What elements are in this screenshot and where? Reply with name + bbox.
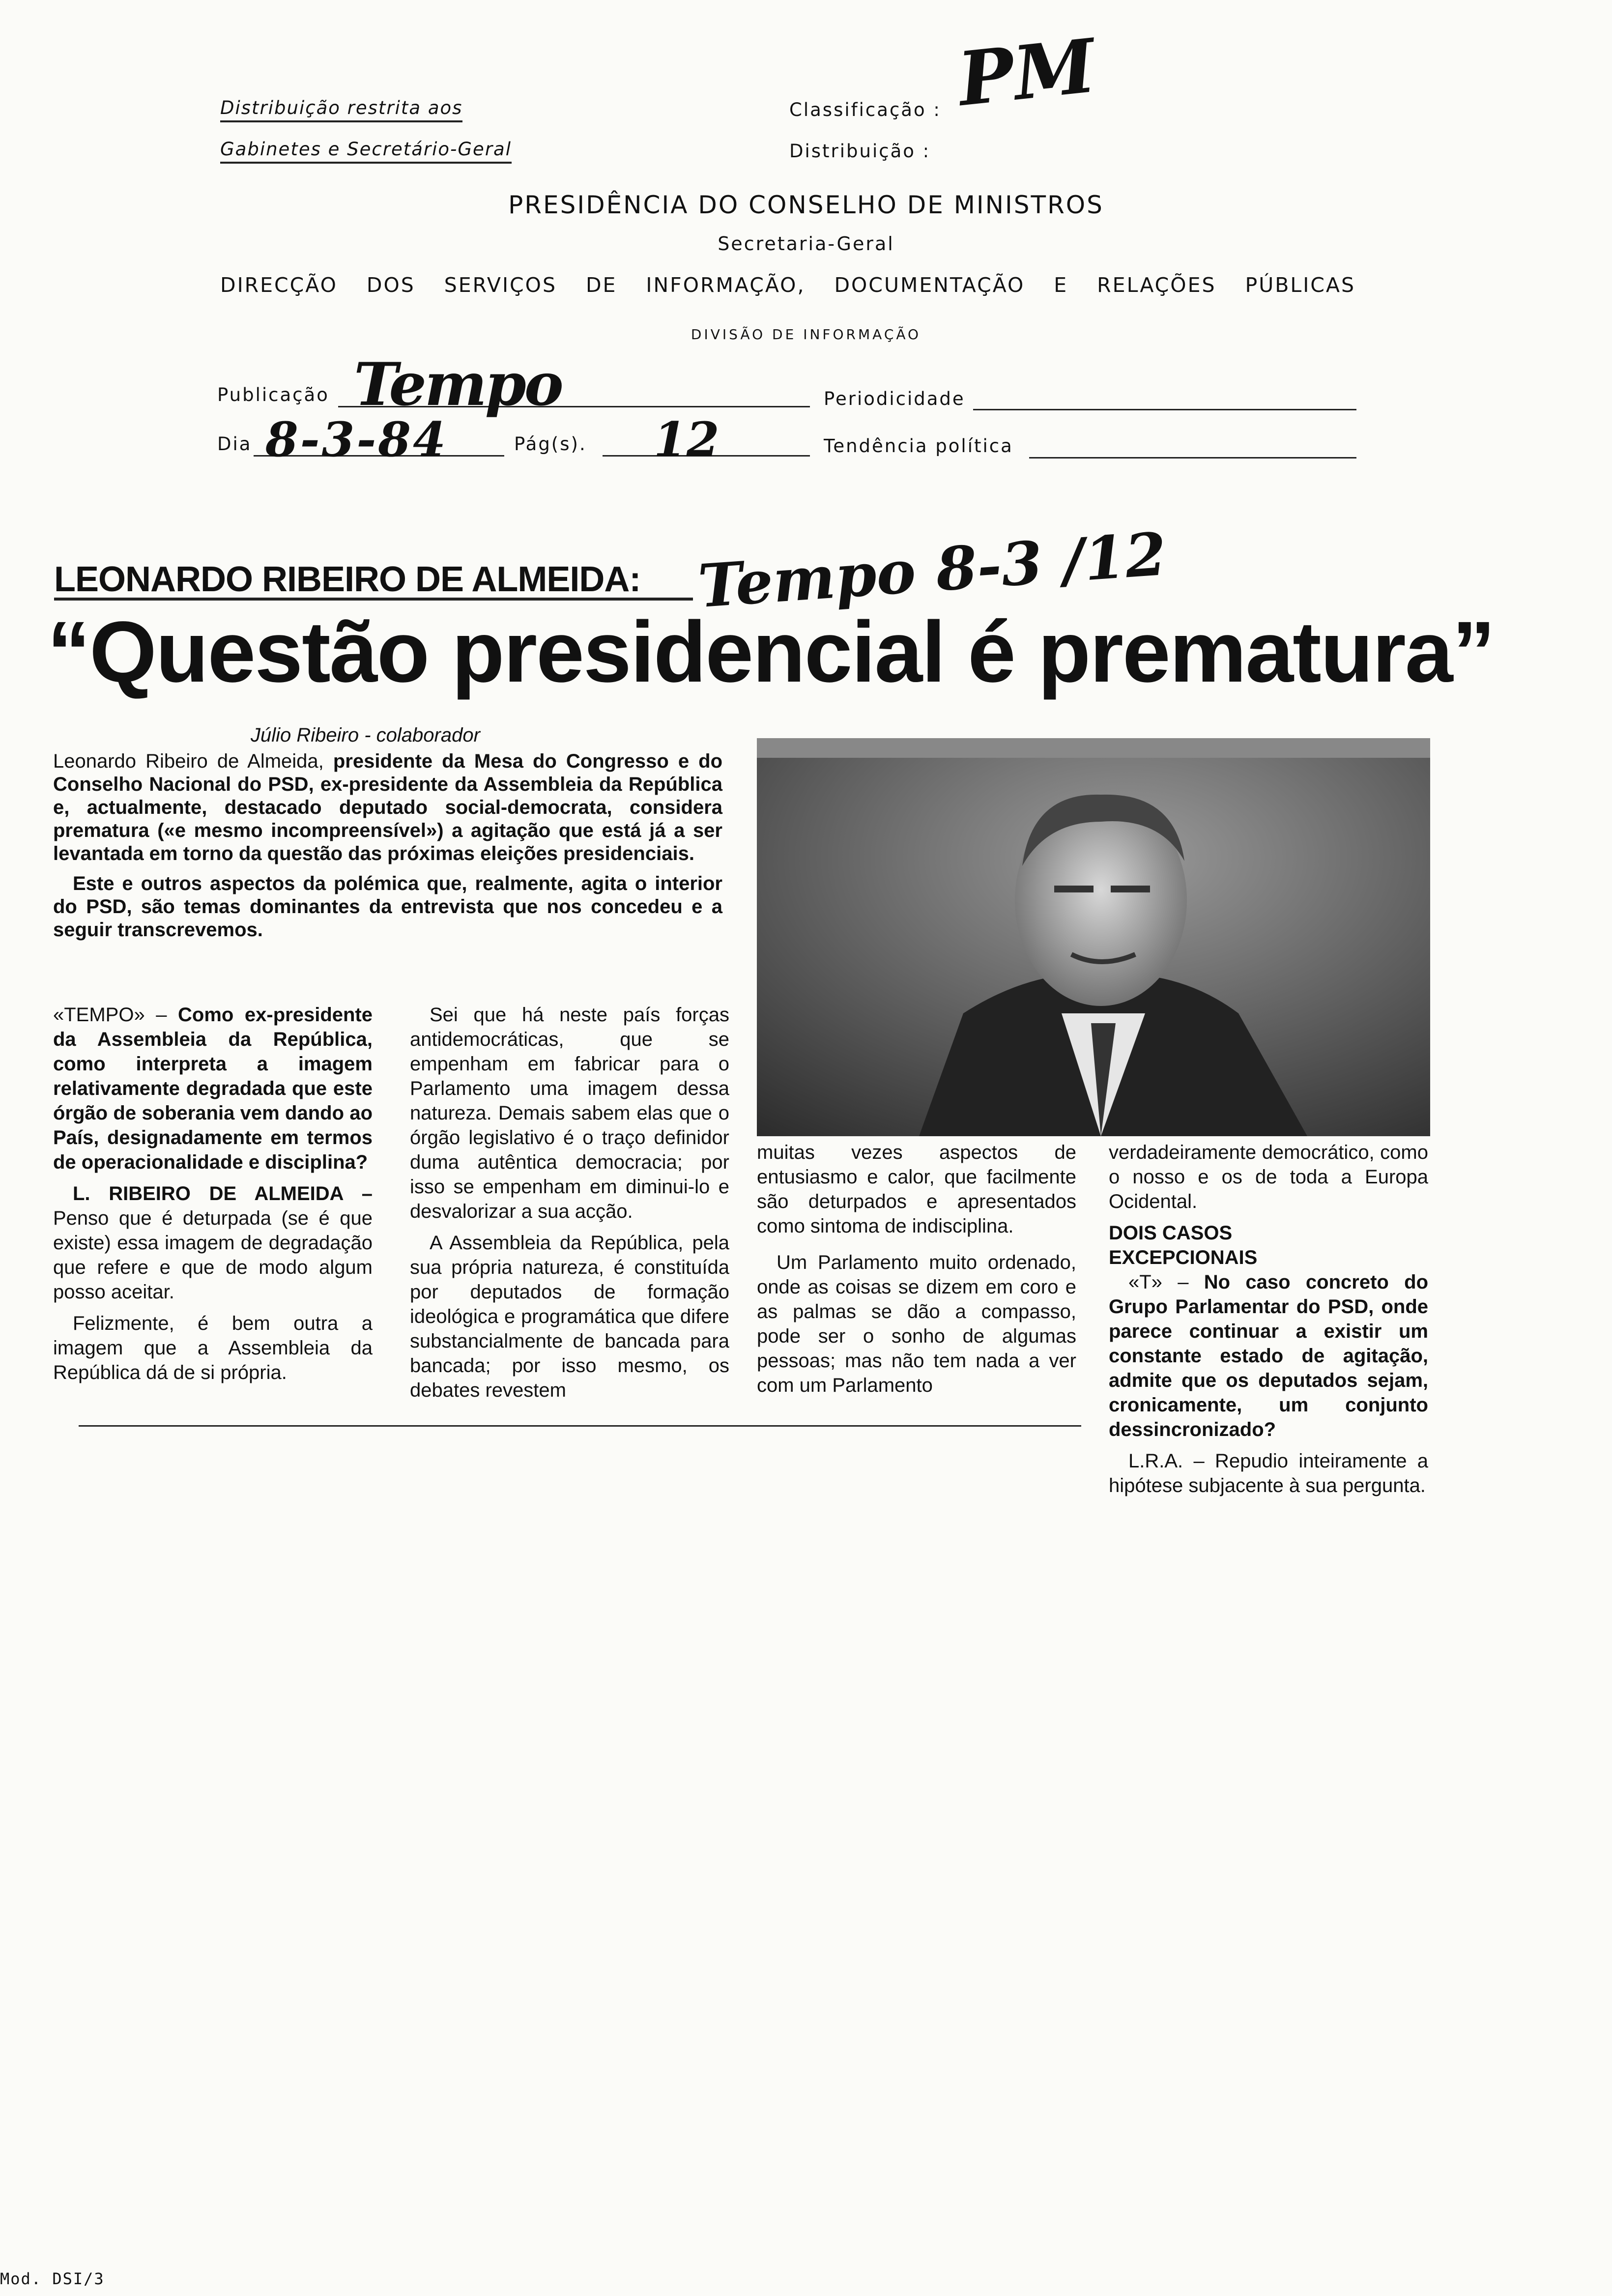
distribution-restricted-line2: Gabinetes e Secretário-Geral xyxy=(220,139,512,164)
day-value: 8-3-84 xyxy=(265,412,448,467)
column-4 xyxy=(1109,1140,1428,1505)
column-3 xyxy=(757,1140,1076,1405)
handwritten-archive-note: Tempo 8-3 /12 xyxy=(696,519,1169,622)
kicker-underline xyxy=(54,598,693,601)
lead-paragraph-1: Leonardo Ribeiro de Almeida, presidente da Mesa do Congresso e do Conselho Nacional do PSD, ex-presidente da Assembleia da República e, actualmente, destacado deputado social-democrata, considera prematura («e mesmo incompreensível») a agitação que está já a ser levantada em torno da questão das próximas eleições presidenciais. xyxy=(53,750,723,864)
answer-2: L.R.A. – Repudio inteiramente a hipótese subjacente à sua pergunta. xyxy=(1109,1450,1428,1496)
classification-label: Classificação : xyxy=(789,99,941,120)
periodicity-line xyxy=(973,409,1356,410)
pages-label: Pág(s). xyxy=(514,433,587,455)
publication-value: Tempo xyxy=(354,350,562,419)
pages-value: 12 xyxy=(654,412,720,467)
question-1: «TEMPO» – Como ex-presidente da Assembleia da República, como interpreta a imagem relativamente degradada que este órgão de soberania vem dando ao País, designadamente em termos de operacionalidade e disciplina? xyxy=(53,1004,373,1173)
distribution-label: Distribuição : xyxy=(789,141,931,162)
column-2 xyxy=(410,1003,729,1409)
directorate: DIRECÇÃO DOS SERVIÇOS DE INFORMAÇÃO, DOCUMENTAÇÃO E RELAÇÕES PÚBLICAS xyxy=(220,273,1355,297)
portrait-photo xyxy=(757,738,1430,1136)
column-2-paragraph-2: A Assembleia da República, pela sua própria natureza, é constituída por deputados de formação ideológica e programática que difere substancialmente de bancada para bancada; por isso mesmo, os debates revestem xyxy=(410,1232,729,1401)
day-label: Dia xyxy=(217,433,252,455)
subheading-dois-casos: DOIS CASOS EXCEPCIONAIS xyxy=(1109,1222,1258,1268)
org-title: PRESIDÊNCIA DO CONSELHO DE MINISTROS xyxy=(508,191,1104,219)
classification-handwritten: PM xyxy=(954,22,1100,123)
periodicity-label: Periodicidade xyxy=(824,388,965,409)
column-3-paragraph-2: Um Parlamento muito ordenado, onde as coisas se dizem em coro e as palmas se dão a compasso, pode ser o sonho de algumas pessoas; mas não tem nada a ver com um Parlamento xyxy=(757,1252,1076,1396)
article-kicker: LEONARDO RIBEIRO DE ALMEIDA: xyxy=(54,560,641,599)
publication-label: Publicação xyxy=(217,384,329,405)
form-code: Mod. DSI/3 xyxy=(0,2269,105,2288)
lead-paragraph xyxy=(53,750,722,948)
article-bottom-rule xyxy=(79,1425,1081,1427)
distribution-restricted-line1: Distribuição restrita aos xyxy=(220,97,462,122)
article-byline: Júlio Ribeiro - colaborador xyxy=(251,724,480,746)
portrait-photo-graphic xyxy=(757,738,1430,1136)
tendency-label: Tendência política xyxy=(824,435,1013,457)
answer-1: L. RIBEIRO DE ALMEIDA – Penso que é deturpada (se é que existe) essa imagem de degradação que refere e que de modo algum posso aceitar. xyxy=(53,1183,373,1303)
column-3-paragraph-1: muitas vezes aspectos de entusiasmo e calor, que facilmente são deturpados e apresentados como sintoma de indisciplina. xyxy=(757,1142,1076,1237)
answer-1-continued: Felizmente, é bem outra a imagem que a Assembleia da República dá de si própria. xyxy=(53,1313,373,1383)
column-1 xyxy=(53,1003,373,1392)
column-4-paragraph-1: verdadeiramente democrático, como o nosso e os de toda a Europa Ocidental. xyxy=(1109,1142,1428,1212)
lead-paragraph-2: Este e outros aspectos da polémica que, realmente, agita o interior do PSD, são temas dominantes da entrevista que nos concedeu e a seguir transcrevemos. xyxy=(53,873,722,941)
column-2-paragraph-1: Sei que há neste país forças antidemocráticas, que se empenham em fabricar para o Parlamento uma imagem dessa natureza. Demais sabem elas que o órgão legislativo é o traço definidor duma autêntica democracia; por isso se empenham em diminui-lo e desvalorizar a sua acção. xyxy=(410,1004,729,1222)
article-headline: “Questão presidencial é prematura” xyxy=(47,604,1495,700)
secretariat: Secretaria-Geral xyxy=(718,233,894,255)
tendency-line xyxy=(1029,457,1356,459)
question-2: «T» – No caso concreto do Grupo Parlamentar do PSD, onde parece continuar a existir um constante estado de agitação, admite que os deputados sejam, cronicamente, um conjunto dessincronizado? xyxy=(1109,1271,1429,1440)
division: DIVISÃO DE INFORMAÇÃO xyxy=(691,326,921,343)
